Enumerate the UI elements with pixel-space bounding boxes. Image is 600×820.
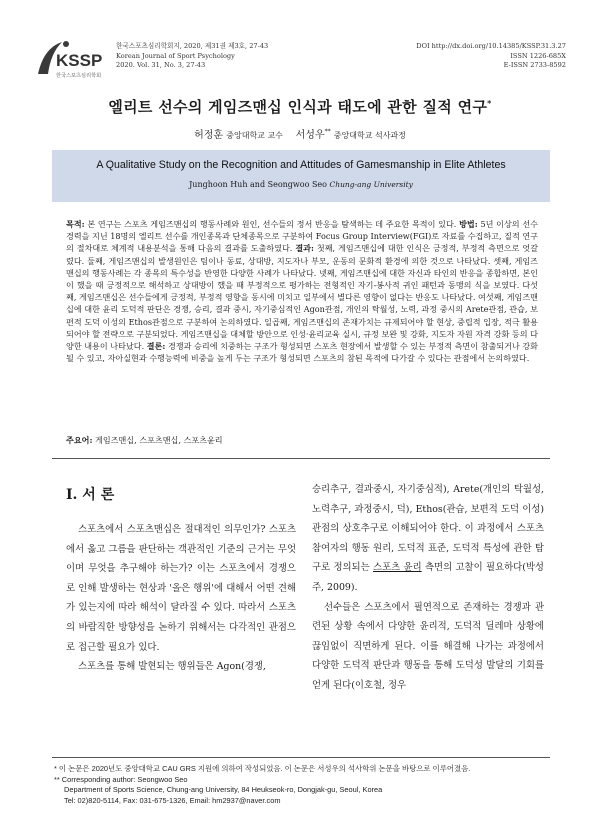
body-column-right bbox=[312, 480, 544, 696]
keywords-label: 주요어: bbox=[66, 435, 93, 445]
section-title: I. 서 론 bbox=[66, 487, 115, 503]
abstract-purpose: 본 연구는 스포츠 게임즈맨십의 행동사례와 원인, 선수들의 정서 반응을 탐색하는 데 주요한 목적이 있다. bbox=[87, 219, 457, 229]
body-paragraph bbox=[312, 480, 544, 598]
body-text: 측면의 고찰이 필요하다(박성주, 2009). bbox=[312, 562, 544, 593]
abstract-divider bbox=[52, 458, 550, 459]
keywords-value: 게임즈맨십, 스포츠맨십, 스포츠윤리 bbox=[95, 435, 223, 445]
title-kr-text: 엘리트 선수의 게임즈맨십 인식과 태도에 관한 질적 연구 bbox=[108, 98, 488, 116]
paper-title-en: A Qualitative Study on the Recognition and Attitudes of Gamesmanship in Elite Athletes bbox=[96, 159, 506, 171]
abstract-conclusion-label: 결론: bbox=[146, 341, 166, 352]
body-paragraph: 스포츠에서 스포츠맨십은 절대적인 의무인가? 스포츠에서 옳고 그름을 판단하는 객관적인 기준의 근거는 무엇이며 무엇을 추구해야 하는가? 이는 스포츠에서 경쟁으로 인해 발생하는 현상과 '올은 행위'에 대해서 어떤 견해가 있는지에 따라 해석이 달라질 수 있다. 따라서 스포츠의 바람직한 방향성을 논하기 위해서는 다각적인 관점으로 접근할 필요가 있다. bbox=[66, 524, 296, 653]
journal-identifiers bbox=[416, 42, 566, 71]
authors-en-university: Chung-ang University bbox=[329, 180, 413, 189]
author2-affiliation: 중앙대학교 석사과정 bbox=[333, 131, 406, 140]
abstract-purpose-label: 목적: bbox=[66, 219, 85, 229]
body-column-left bbox=[66, 520, 296, 677]
title-footnote-mark: * bbox=[487, 98, 492, 108]
authors-kr bbox=[0, 126, 600, 141]
abstract-method-label: 방법: bbox=[459, 219, 478, 229]
abstract-conclusion: 경쟁과 승리에 치중하는 구조가 형성되면 스포츠 현장에서 발생할 수 있는 부정적 측면이 참출되거나 강화될 수 있고, 자아실현과 수행능력에 비중을 높게 두는 구조가 형성되면 스포츠의 참된 목적에 다가갈 수 있다는 관점에서 논의하였다. bbox=[66, 341, 538, 364]
issn: ISSN 1226-685X bbox=[510, 51, 566, 60]
english-title-band bbox=[52, 150, 550, 202]
doi: DOI http://dx.doi.org/10.14385/KSSP.31.3.27 bbox=[416, 42, 566, 50]
footnotes bbox=[54, 764, 554, 806]
footnote-address: Department of Sports Science, Chung-ang University, 84 Heukseok-ro, Dongjak-gu, Seoul, Korea bbox=[64, 785, 383, 795]
author1-affiliation: 중앙대학교 교수 bbox=[226, 131, 283, 140]
abstract-result-label: 결과: bbox=[295, 243, 314, 254]
footnote-corresponding: ** Corresponding author: Seongwoo Seo bbox=[54, 774, 188, 784]
journal-citation bbox=[116, 42, 268, 71]
journal-kr: 한국스포츠심리학회지, 2020, 제31권 제3호, 27-43 bbox=[116, 42, 269, 50]
journal-logo bbox=[32, 36, 112, 82]
logo-subtext: 한국스포츠심리학회 bbox=[56, 73, 102, 79]
body-text: 승리추구, 결과중시, 자기중심적), Arete(개인의 탁월성, 노력추구, 과정중시, 덕), Ethos(관습, 보편적 도덕 이성) 관점의 상호추구로 이해되어야 한다. 이 과정에서 스포츠참여자의 행동 원리, 도덕적 표준, 도덕적 특성에 관한 탐구로 정의되는 bbox=[312, 484, 544, 574]
author2-mark: ** bbox=[324, 128, 331, 136]
keywords bbox=[66, 435, 538, 446]
body-paragraph: 스포츠를 통해 발현되는 행위들은 Agon(경쟁, bbox=[78, 661, 266, 673]
eissn: E-ISSN 2733-8592 bbox=[503, 61, 566, 69]
journal-volume: 2020. Vol. 31, No. 3, 27-43 bbox=[116, 61, 206, 69]
body-text-underlined: 스포츠 윤리 bbox=[373, 562, 422, 574]
paper-title-kr bbox=[0, 96, 600, 117]
abstract-result: 첫째, 게임즈맨십에 대한 인식은 긍정적, 부정적 측면으로 엇갈렸다. 둘째, 게임즈맨십의 발생원인은 팀이나 동료, 상대방, 지도자나 부모, 운동의 문화적 환경에 의한 것으로 나타났다. 셋째, 게임즈맨십의 행동사례는 각 종목의 특수성을 반영한 다양한 사례가 나타났다. 넷째, 게임즈맨십에 대한 자신과 타인의 반응을 종합하면, 본인이 했을 때 긍정적으로 해석하고 상대방이 했을 때 부정적으로 평가하는 전형적인 자기-봉사적 귀인 패턴과 동맹의 식을 보였다. 다섯째, 게임즈맨십은 선수들에게 긍정적, 부정적 영향을 동시에 미치고 일부에서 별다른 영향이 없다는 반응도 나타났다. 여섯째, 게임즈맨십에 대한 윤리 도덕적 판단은 경쟁, 승리, 결과 중시, 자기중심적인 Agon관점, 개인의 탁월성, 노력, 과정 중시의 Arete관점, 관습, 보편적 도덕 이성의 Ethos관점으로 구분하여 논의하였다. 일곱째, 게임즈맨십의 존재가치는 규제되어야 할 현상, 중립적 입장, 적극 활용되어야 할 전략으로 구분되었다. 게임즈맨십을 대체할 방안으로 인성·윤리교육 실시, 규정 보완 및 강화, 지도자 자원 자격 강화 등의 다양한 내용이 나타났다. bbox=[66, 243, 539, 352]
author2-name: 서성우 bbox=[295, 130, 325, 141]
authors-en bbox=[52, 180, 550, 189]
footnote-divider bbox=[52, 757, 550, 758]
logo-text: KSSP bbox=[56, 51, 103, 70]
body-paragraph: 선수들은 스포츠에서 필연적으로 존재하는 경쟁과 관련된 상황 속에서 다양한 윤리적, 도덕적 딜레마 상황에 끊임없이 직면하게 된다. 이를 해결해 나가는 과정에서 다양한 도덕적 판단과 행동을 통해 도덕성 발달의 기회를 얻게 된다(이호철, 정우 bbox=[312, 601, 544, 691]
authors-en-names: Junghoon Huh and Seongwoo Seo bbox=[189, 180, 327, 189]
abstract bbox=[66, 218, 538, 364]
abstract-method: 5년 이상의 선수 경력을 지닌 18명의 엘리트 선수를 개인종목과 단체종목으로 구분하여 Focus Group Interview(FGI)로 자료를 수집하고, 질적 연구의 절차대로 체계적 내용분석을 통해 다음의 결과를 도출하였다. bbox=[66, 219, 538, 254]
author1-name: 허정훈 bbox=[194, 130, 224, 141]
journal-en: Korean Journal of Sport Psychology bbox=[116, 51, 235, 60]
footnote-funding: * 이 논문은 2020년도 중앙대학교 CAU GRS 지원에 의하여 작성되었음. 이 논문은 서성우의 석사학위 논문을 바탕으로 이루어졌음. bbox=[54, 764, 471, 773]
footnote-contact: Tel: 02)820-5114, Fax: 031-675-1326, Email: hm2937@naver.com bbox=[64, 795, 281, 805]
